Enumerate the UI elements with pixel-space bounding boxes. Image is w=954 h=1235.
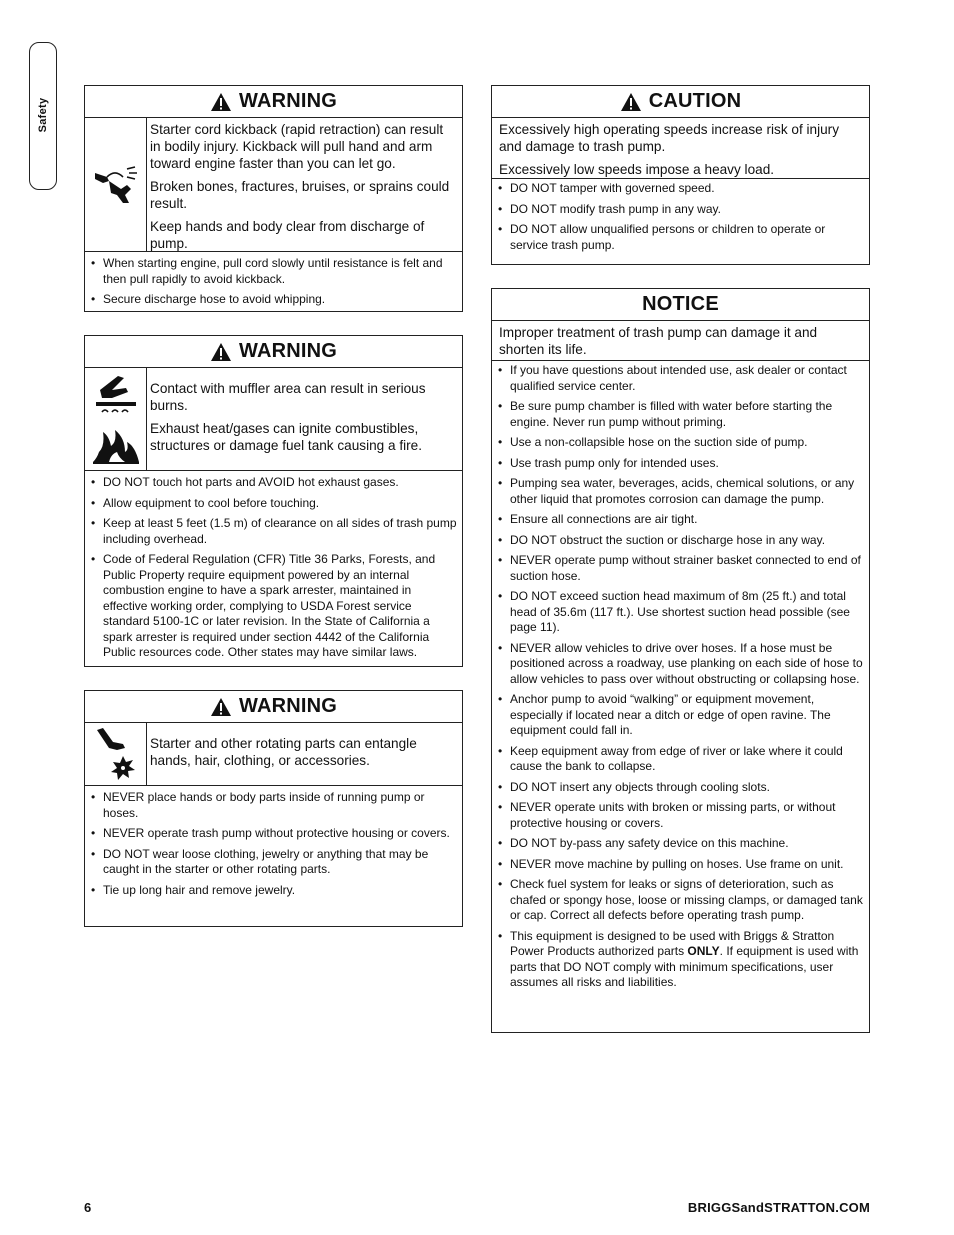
bullet-item: • When starting engine, pull cord slowly until resistance is felt and then pull rapidly to avoid kickback. (89, 256, 458, 287)
warning-bullets (85, 471, 462, 670)
page-number: 6 (84, 1200, 92, 1215)
caution-header (492, 86, 869, 118)
kickback-icon (85, 118, 147, 251)
hazard-text: Broken bones, fractures, bruises, or sprains could result. (150, 179, 450, 211)
caution-lead (492, 118, 869, 179)
bullet-item: • DO NOT insert any objects through cooling slots. (496, 780, 865, 796)
bullet-item: • Ensure all connections are air tight. (496, 512, 865, 528)
hazard-row (85, 118, 462, 252)
notice-lead-text: Improper treatment of trash pump can damage it and shorten its life. (499, 325, 818, 357)
warning-box-burns (84, 335, 463, 667)
bullet-item: • Secure discharge hose to avoid whipping. (89, 292, 458, 308)
bullet-item: • DO NOT by-pass any safety device on this machine. (496, 836, 865, 852)
hazard-text: Starter and other rotating parts can entangle hands, hair, clothing, or accessories. (150, 736, 417, 768)
warning-bullets (85, 786, 462, 907)
alert-triangle-icon (210, 92, 232, 112)
bullet-item: • Check fuel system for leaks or signs of deterioration, such as chafed or spongy hose, loose or missing clamps, or damaged tank or cap. Correct all defects before operating trash pump. (496, 877, 865, 924)
bullet-item: • Tie up long hair and remove jewelry. (89, 883, 458, 899)
bullet-item: • DO NOT tamper with governed speed. (496, 181, 865, 197)
hazard-text: Starter cord kickback (rapid retraction) can result in bodily injury. Kickback will pull hand and arm toward engine faster than you can let go. (150, 122, 444, 171)
notice-box (491, 288, 870, 1033)
hazard-text: Keep hands and body clear from discharge of pump. (150, 219, 425, 251)
bullet-item: • NEVER operate trash pump without protective housing or covers. (89, 826, 458, 842)
hazard-text: Contact with muffler area can result in serious burns. (150, 381, 426, 413)
section-tab-label: Safety (37, 97, 49, 133)
bullet-item: • DO NOT exceed suction head maximum of 8m (25 ft.) and total head of 35.6m (117 ft.). Use shortest suction head possible (see page 11). (496, 589, 865, 636)
section-tab-safety (29, 42, 57, 190)
alert-triangle-icon (620, 92, 642, 112)
warning-title: WARNING (238, 90, 338, 112)
warning-header (85, 691, 462, 723)
caution-lead-text: Excessively low speeds impose a heavy load. (499, 162, 775, 177)
warning-header (85, 86, 462, 118)
alert-triangle-icon (210, 697, 232, 717)
hazard-row (85, 723, 462, 786)
entanglement-icon (85, 723, 147, 785)
bullet-item: • DO NOT allow unqualified persons or children to operate or service trash pump. (496, 222, 865, 253)
caution-box (491, 85, 870, 265)
bullet-text: This equipment is designed to be used with Briggs & Stratton Power Products authorized parts (510, 928, 835, 958)
bullet-item: • Anchor pump to avoid “walking” or equipment movement, especially if located near a ditch or edge of open ravine. The equipment could fall in. (496, 692, 865, 739)
warning-box-entanglement (84, 690, 463, 927)
hot-surface-icon (90, 372, 142, 416)
bullet-item: • DO NOT obstruct the suction or discharge hose in any way. (496, 533, 865, 549)
bullet-item: • Code of Federal Regulation (CFR) Title 36 Parks, Forests, and Public Property require equipment powered by an internal combustion engine to have a spark arrester, maintained in effective working order, complying to USDA Forest service standard 5100-1C or later revision. In the State of California a spark arrester is required under section 4442 of the California Public resources code. Other states may have similar laws. (89, 552, 458, 661)
warning-box-kickback (84, 85, 463, 312)
warning-bullets (85, 252, 462, 317)
bullet-item: • Keep equipment away from edge of river or lake where it could cause the bank to collapse. (496, 744, 865, 775)
warning-header (85, 336, 462, 368)
bullet-item: • Keep at least 5 feet (1.5 m) of clearance on all sides of trash pump including overhead. (89, 516, 458, 547)
bullet-item-authorized-parts (496, 929, 865, 991)
footer-website: BRIGGSandSTRATTON.COM (687, 1200, 870, 1215)
fire-icon (89, 422, 143, 466)
bullet-item: • NEVER move machine by pulling on hoses. Use frame on unit. (496, 857, 865, 873)
bullet-item: • Use a non-collapsible hose on the suction side of pump. (496, 435, 865, 451)
bullet-item: • Be sure pump chamber is filled with water before starting the engine. Never run pump without priming. (496, 399, 865, 430)
bullet-item: • Allow equipment to cool before touching. (89, 496, 458, 512)
bullet-item: • Pumping sea water, beverages, acids, chemical solutions, or any other liquid that promotes corrosion can damage the pump. (496, 476, 865, 507)
bullet-text: . If equipment is used with parts that DO NOT comply with minimum specifications, user assumes all risks and liabilities. (510, 944, 859, 989)
bullet-item: • NEVER operate units with broken or missing parts, or without protective housing or covers. (496, 800, 865, 831)
bullet-item: • DO NOT touch hot parts and AVOID hot exhaust gases. (89, 475, 458, 491)
bullet-item: • NEVER allow vehicles to drive over hoses. If a hose must be positioned across a roadway, use planking on each side of hose to allow vehicles to pass over without obstructing or collapsing hose. (496, 641, 865, 688)
hazard-text: Exhaust heat/gases can ignite combustibles, structures or damage fuel tank causing a fire. (150, 421, 423, 453)
notice-bullets (492, 361, 869, 1000)
caution-lead-text: Excessively high operating speeds increase risk of injury and damage to trash pump. (499, 122, 840, 154)
bullet-item: • DO NOT wear loose clothing, jewelry or anything that may be caught in the starter or other rotating parts. (89, 847, 458, 878)
notice-header (492, 289, 869, 321)
alert-triangle-icon (210, 342, 232, 362)
warning-title: WARNING (238, 340, 338, 362)
caution-bullets (492, 179, 869, 262)
bullet-item: • DO NOT modify trash pump in any way. (496, 202, 865, 218)
bullet-item: • NEVER place hands or body parts inside of running pump or hoses. (89, 790, 458, 821)
bullet-emphasis: ONLY (687, 944, 720, 958)
notice-lead (492, 321, 869, 361)
hazard-row (85, 368, 462, 471)
notice-title: NOTICE (642, 293, 719, 315)
bullet-item: • If you have questions about intended use, ask dealer or contact qualified service center. (496, 363, 865, 394)
hazard-icons (85, 368, 147, 470)
caution-title: CAUTION (648, 90, 742, 112)
bullet-item: • Use trash pump only for intended uses. (496, 456, 865, 472)
bullet-item: • NEVER operate pump without strainer basket connected to end of suction hose. (496, 553, 865, 584)
warning-title: WARNING (238, 695, 338, 717)
